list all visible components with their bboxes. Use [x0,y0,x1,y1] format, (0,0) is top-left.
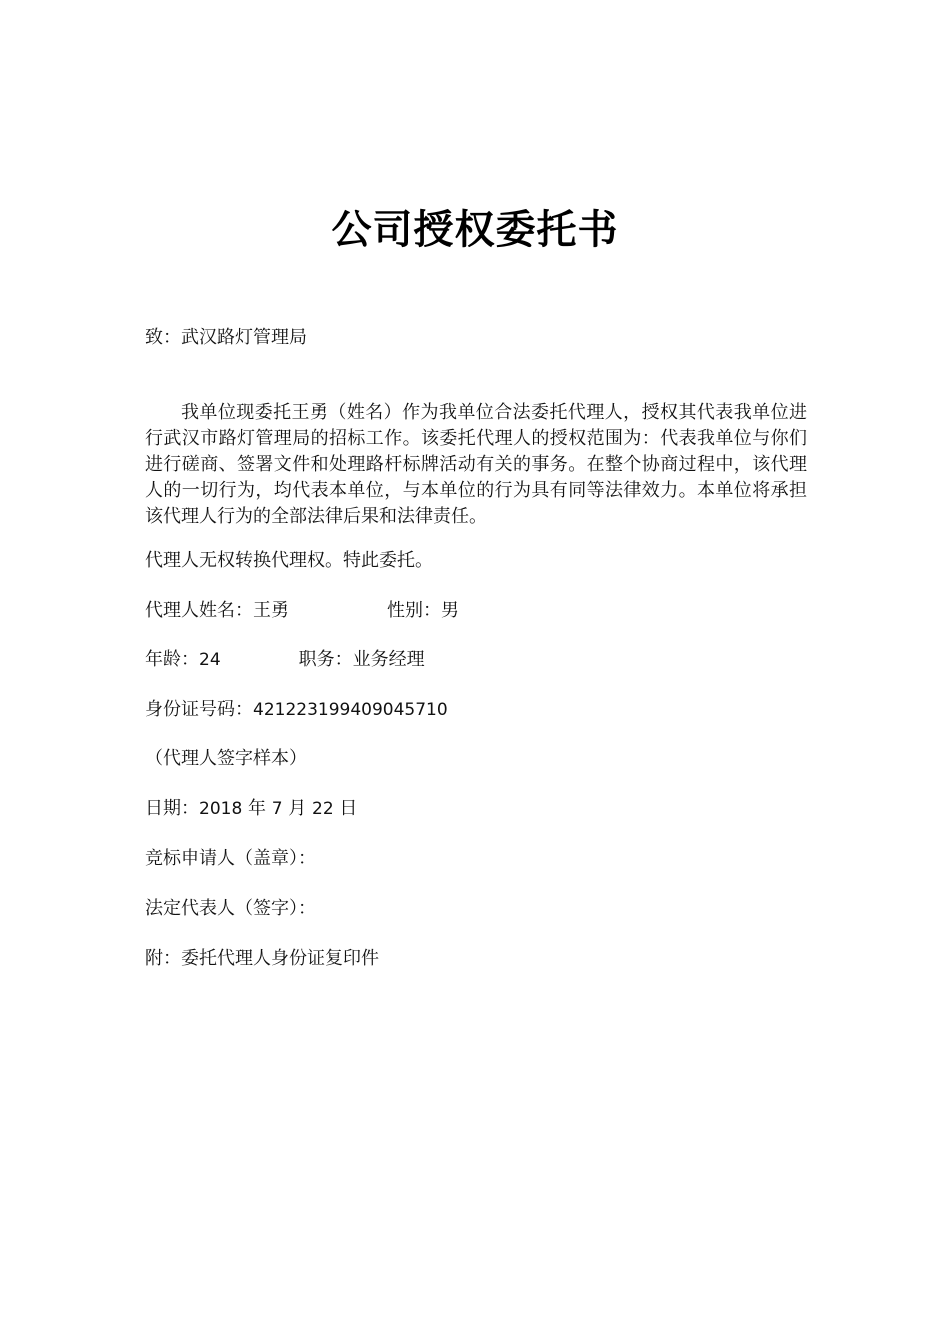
date-year-unit: 年 [242,798,272,819]
age-value: 24 [199,650,221,670]
gender-label: 性别： [387,600,441,621]
agent-name-gender-line [145,598,459,624]
date-line [145,796,357,822]
agent-name-value: 王勇 [253,600,289,621]
age-label: 年龄： [145,649,199,670]
applicant-seal-line: 竞标申请人（盖章）： [145,848,316,869]
agent-name-label: 代理人姓名： [145,600,253,621]
attachment-note: 附：委托代理人身份证复印件 [145,948,379,969]
document-title: 公司授权委托书 [331,207,619,253]
position-value: 业务经理 [352,649,425,670]
no-transfer-statement: 代理人无权转换代理权。特此委托。 [145,550,433,571]
date-day-unit: 日 [333,798,358,819]
authorization-body-paragraph: 我单位现委托王勇（姓名）作为我单位合法委托代理人，授权其代表我单位进行武汉市路灯管理局的招标工作。该委托代理人的授权范围为：代表我单位与你们进行磋商、签署文件和处理路杆标牌活动有关的事务。在整个协商过程中，该代理人的一切行为，均代表本单位，与本单位的行为具有同等法律效力。本单位将承担该代理人行为的全部法律后果和法律责任。 [145,402,807,527]
position-label: 职务： [298,649,353,670]
addressee-line: 致：武汉路灯管理局 [145,327,307,348]
gender-value: 男 [441,600,459,621]
date-year: 2018 [199,799,243,819]
date-month: 7 [271,799,283,819]
id-number-line [145,697,448,723]
age-position-line [145,647,425,673]
legal-representative-sign-line: 法定代表人（签字）： [145,898,316,919]
date-day: 22 [312,799,334,819]
id-label: 身份证号码： [145,699,253,720]
date-label: 日期： [145,798,199,819]
date-month-unit: 月 [282,798,312,819]
id-number-value: 421223199409045710 [253,700,448,720]
signature-sample-line: （代理人签字样本） [145,748,307,769]
